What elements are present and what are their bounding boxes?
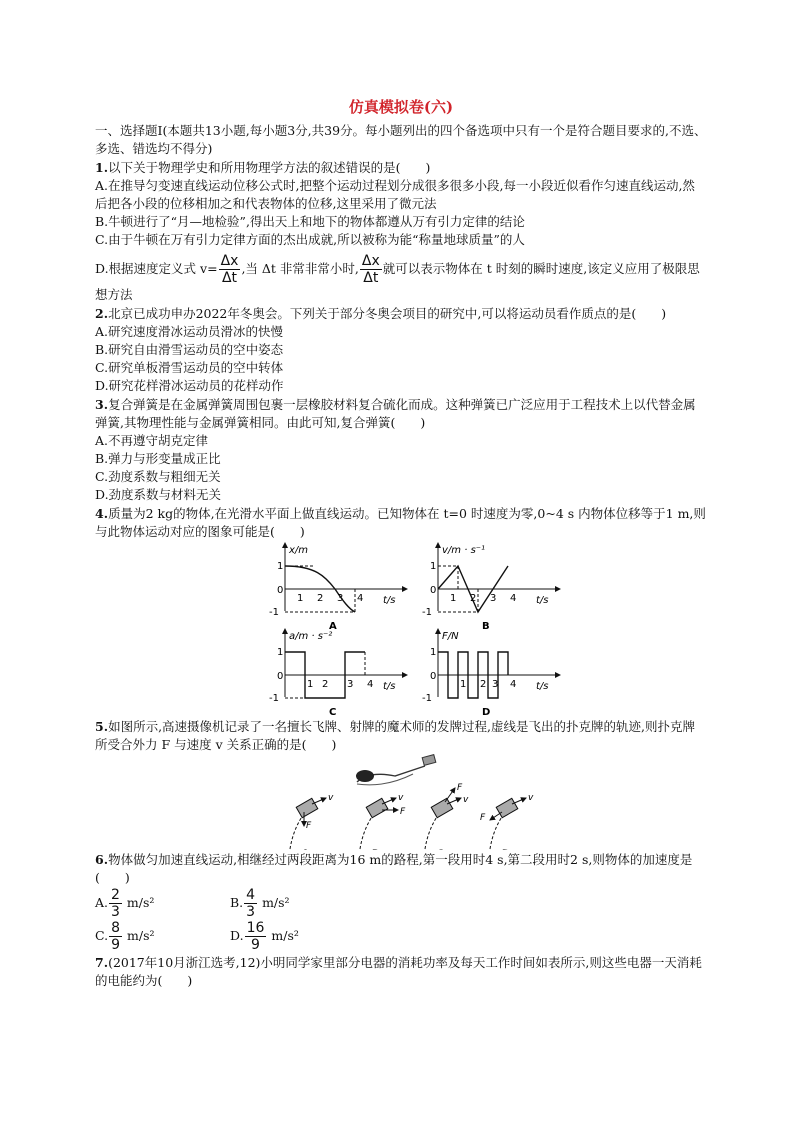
tick-label: 1 bbox=[430, 561, 437, 572]
graph-label: D bbox=[482, 707, 491, 717]
axis-label-a: a/m · s⁻² bbox=[289, 631, 333, 642]
option-label: A. bbox=[95, 895, 109, 910]
option-b: B.弹力与形变量成正比 bbox=[95, 451, 221, 466]
fraction-denominator: 9 bbox=[111, 937, 121, 953]
tick-label: 0 bbox=[430, 671, 437, 682]
velocity-label: v bbox=[463, 795, 469, 805]
question-number: 5. bbox=[95, 719, 109, 734]
tick-label: 4 bbox=[510, 679, 517, 690]
unit: m/s² bbox=[271, 928, 299, 943]
option-b: B.研究自由滑雪运动员的空中姿态 bbox=[95, 342, 284, 357]
option-label: B. bbox=[230, 895, 244, 910]
tick-label: 4 bbox=[357, 593, 364, 604]
tick-label: -1 bbox=[422, 607, 432, 618]
axis-label-t: t/s bbox=[536, 595, 549, 606]
tick-label: 3 bbox=[492, 679, 499, 690]
tick-label: 1 bbox=[307, 679, 314, 690]
tick-label: 1 bbox=[460, 679, 467, 690]
velocity-label: v bbox=[328, 793, 334, 803]
fraction-numerator: 4 bbox=[246, 887, 256, 903]
panel-label bbox=[502, 849, 509, 850]
tick-label: 0 bbox=[277, 671, 284, 682]
fraction bbox=[109, 920, 122, 953]
question-5-stem bbox=[95, 718, 707, 754]
tick-label: 3 bbox=[337, 593, 344, 604]
tick-label: 2 bbox=[317, 593, 324, 604]
option-c: C.由于牛顿在万有引力定律方面的杰出成就,所以被称为能“称量地球质量”的人 bbox=[95, 232, 525, 247]
question-number: 4. bbox=[95, 506, 109, 521]
stem-text: 如图所示,高速摄像机记录了一名擅长飞牌、射牌的魔术师的发牌过程,虚线是飞出的扑克牌的轨迹,则扑克牌所受合外力 F 与速度 v 关系正确的是( ) bbox=[95, 719, 695, 752]
fraction-numerator: Δx bbox=[220, 253, 239, 269]
question-3-stem bbox=[95, 396, 707, 432]
stem-text: 北京已成功申办2022年冬奥会。下列关于部分冬奥会项目的研究中,可以将运动员看作质点的是( ) bbox=[108, 306, 667, 321]
force-label: F bbox=[400, 807, 406, 817]
tick-label: 1 bbox=[277, 561, 284, 572]
panel-c bbox=[425, 783, 469, 850]
fraction-numerator: 2 bbox=[111, 887, 120, 903]
section-heading: 一、选择题Ⅰ(本题共13小题,每小题3分,共39分。每小题列出的四个备选项中只有一个是符合题目要求的,不选、多选、错选均不得分) bbox=[95, 123, 707, 156]
question-number: 3. bbox=[95, 397, 109, 412]
q6-options-row-2 bbox=[95, 920, 707, 953]
option-label: D. bbox=[230, 928, 244, 943]
panel-label bbox=[372, 849, 379, 850]
stem-text: 复合弹簧是在金属弹簧周围包裹一层橡胶材料复合硫化而成。这种弹簧已广泛应用于工程技术上以代替金属弹簧,其物理性能与金属弹簧相同。由此可知,复合弹簧( ) bbox=[95, 397, 696, 430]
fraction-numerator: 16 bbox=[246, 920, 265, 936]
tick-label: 4 bbox=[367, 679, 374, 690]
graph-a bbox=[269, 543, 407, 632]
option-a: A.在推导匀变速直线运动位移公式时,把整个运动过程划分成很多很多小段,每一小段近似看作匀速直线运动,然后把各小段的位移相加之和代表物体的位移,这里采用了微元法 bbox=[95, 178, 695, 211]
graph-c bbox=[269, 629, 407, 717]
option-d bbox=[95, 253, 707, 304]
tick-label: 2 bbox=[322, 679, 329, 690]
axis-label-t: t/s bbox=[536, 681, 549, 692]
fraction-denominator: 3 bbox=[111, 904, 120, 920]
option-d: D.研究花样滑冰运动员的花样动作 bbox=[95, 378, 284, 393]
graph-label: B bbox=[482, 621, 490, 632]
tick-label: 1 bbox=[277, 647, 284, 658]
axis-label-x: x/m bbox=[289, 545, 309, 556]
graph-b bbox=[422, 543, 560, 632]
tick-label: 1 bbox=[297, 593, 304, 604]
fraction-numerator: 8 bbox=[111, 920, 121, 936]
question-number: 7. bbox=[95, 955, 109, 970]
exam-page bbox=[95, 98, 707, 990]
option-d-pre: D.根据速度定义式 v= bbox=[95, 261, 218, 276]
stem-text: (2017年10月浙江选考,12)小明同学家里部分电器的消耗功率及每天工作时间如表所示,则这些电器一天消耗的电能约为( ) bbox=[95, 955, 702, 988]
tick-label: 2 bbox=[470, 593, 477, 604]
fraction bbox=[109, 887, 122, 920]
option-c: C.研究单板滑雪运动员的空中转体 bbox=[95, 360, 284, 375]
unit: m/s² bbox=[127, 928, 155, 943]
option-a: A.不再遵守胡克定律 bbox=[95, 433, 209, 448]
page-title: 仿真模拟卷(六) bbox=[348, 98, 454, 116]
tick-label: -1 bbox=[269, 607, 279, 618]
velocity-fraction bbox=[219, 253, 241, 286]
velocity-label: v bbox=[398, 793, 404, 803]
graph-d bbox=[422, 629, 560, 717]
unit: m/s² bbox=[126, 895, 155, 910]
panel-d bbox=[480, 793, 534, 850]
axis-label-t: t/s bbox=[383, 595, 396, 606]
graph-label: C bbox=[329, 707, 337, 717]
option-b: B.牛顿进行了“月—地检验”,得出天上和地下的物体都遵从万有引力定律的结论 bbox=[95, 214, 525, 229]
panel-label bbox=[302, 849, 309, 850]
tick-label: 1 bbox=[450, 593, 457, 604]
option-label: C. bbox=[95, 928, 109, 943]
fraction-denominator: Δt bbox=[363, 270, 379, 286]
tick-label: 3 bbox=[347, 679, 354, 690]
velocity-label: v bbox=[528, 793, 534, 803]
q6-options-row-1 bbox=[95, 887, 707, 920]
question-2-stem bbox=[95, 305, 707, 323]
question-number: 6. bbox=[95, 852, 109, 867]
tick-label: 1 bbox=[430, 647, 437, 658]
question-number: 1. bbox=[95, 160, 109, 175]
velocity-fraction-2 bbox=[360, 253, 382, 286]
option-d: D.劲度系数与材料无关 bbox=[95, 487, 222, 502]
tick-label: -1 bbox=[422, 693, 432, 704]
fraction bbox=[244, 887, 257, 920]
motion-graphs-figure bbox=[95, 541, 707, 717]
question-4-stem bbox=[95, 505, 707, 541]
option-b bbox=[230, 887, 365, 920]
force-label: F bbox=[457, 783, 463, 793]
question-7-stem bbox=[95, 954, 707, 990]
question-6-stem bbox=[95, 851, 707, 887]
stem-text: 以下关于物理学史和所用物理学方法的叙述错误的是( ) bbox=[108, 160, 431, 175]
question-number: 2. bbox=[95, 306, 109, 321]
card-figure-svg bbox=[95, 754, 707, 850]
panel-b bbox=[360, 793, 406, 850]
card-trajectory-figure bbox=[95, 754, 707, 850]
tick-label: -1 bbox=[269, 693, 279, 704]
axis-label-f: F/N bbox=[442, 631, 459, 642]
option-d bbox=[230, 920, 365, 953]
axis-label-t: t/s bbox=[383, 681, 396, 692]
graph-label: A bbox=[329, 621, 337, 632]
option-d-post: 就可以表示物体在 t 时刻的瞬时速度,该定义应用了极限思想方法 bbox=[95, 261, 700, 302]
option-a bbox=[95, 887, 230, 920]
tick-label: 3 bbox=[490, 593, 497, 604]
force-label: F bbox=[306, 821, 312, 831]
axis-label-v: v/m · s⁻¹ bbox=[442, 545, 486, 556]
option-d-mid: ,当 Δt 非常非常小时, bbox=[241, 261, 359, 276]
fraction-denominator: 9 bbox=[251, 937, 260, 953]
panel-a bbox=[290, 793, 334, 850]
tick-label: 4 bbox=[510, 593, 517, 604]
tick-label: 0 bbox=[277, 585, 284, 596]
force-label: F bbox=[480, 813, 486, 823]
fraction-denominator: 3 bbox=[246, 904, 256, 920]
option-c bbox=[95, 920, 230, 953]
magician-illustration bbox=[356, 755, 436, 785]
panel-label bbox=[437, 849, 444, 850]
stem-text: 物体做匀加速直线运动,相继经过两段距离为16 m的路程,第一段用时4 s,第二段用时2 s,则物体的加速度是( ) bbox=[95, 852, 693, 885]
tick-label: 2 bbox=[480, 679, 487, 690]
fraction bbox=[245, 920, 267, 953]
fraction-denominator: Δt bbox=[221, 270, 238, 286]
option-c: C.劲度系数与粗细无关 bbox=[95, 469, 221, 484]
fraction-numerator: Δx bbox=[361, 253, 380, 269]
unit: m/s² bbox=[262, 895, 290, 910]
tick-label: 0 bbox=[430, 585, 437, 596]
motion-graphs-svg bbox=[95, 541, 707, 717]
option-a: A.研究速度滑冰运动员滑冰的快慢 bbox=[95, 324, 284, 339]
stem-text: 质量为2 kg的物体,在光滑水平面上做直线运动。已知物体在 t=0 时速度为零,0~4 s 内物体位移等于1 m,则与此物体运动对应的图象可能是( ) bbox=[95, 506, 706, 539]
question-1-stem bbox=[95, 159, 707, 177]
